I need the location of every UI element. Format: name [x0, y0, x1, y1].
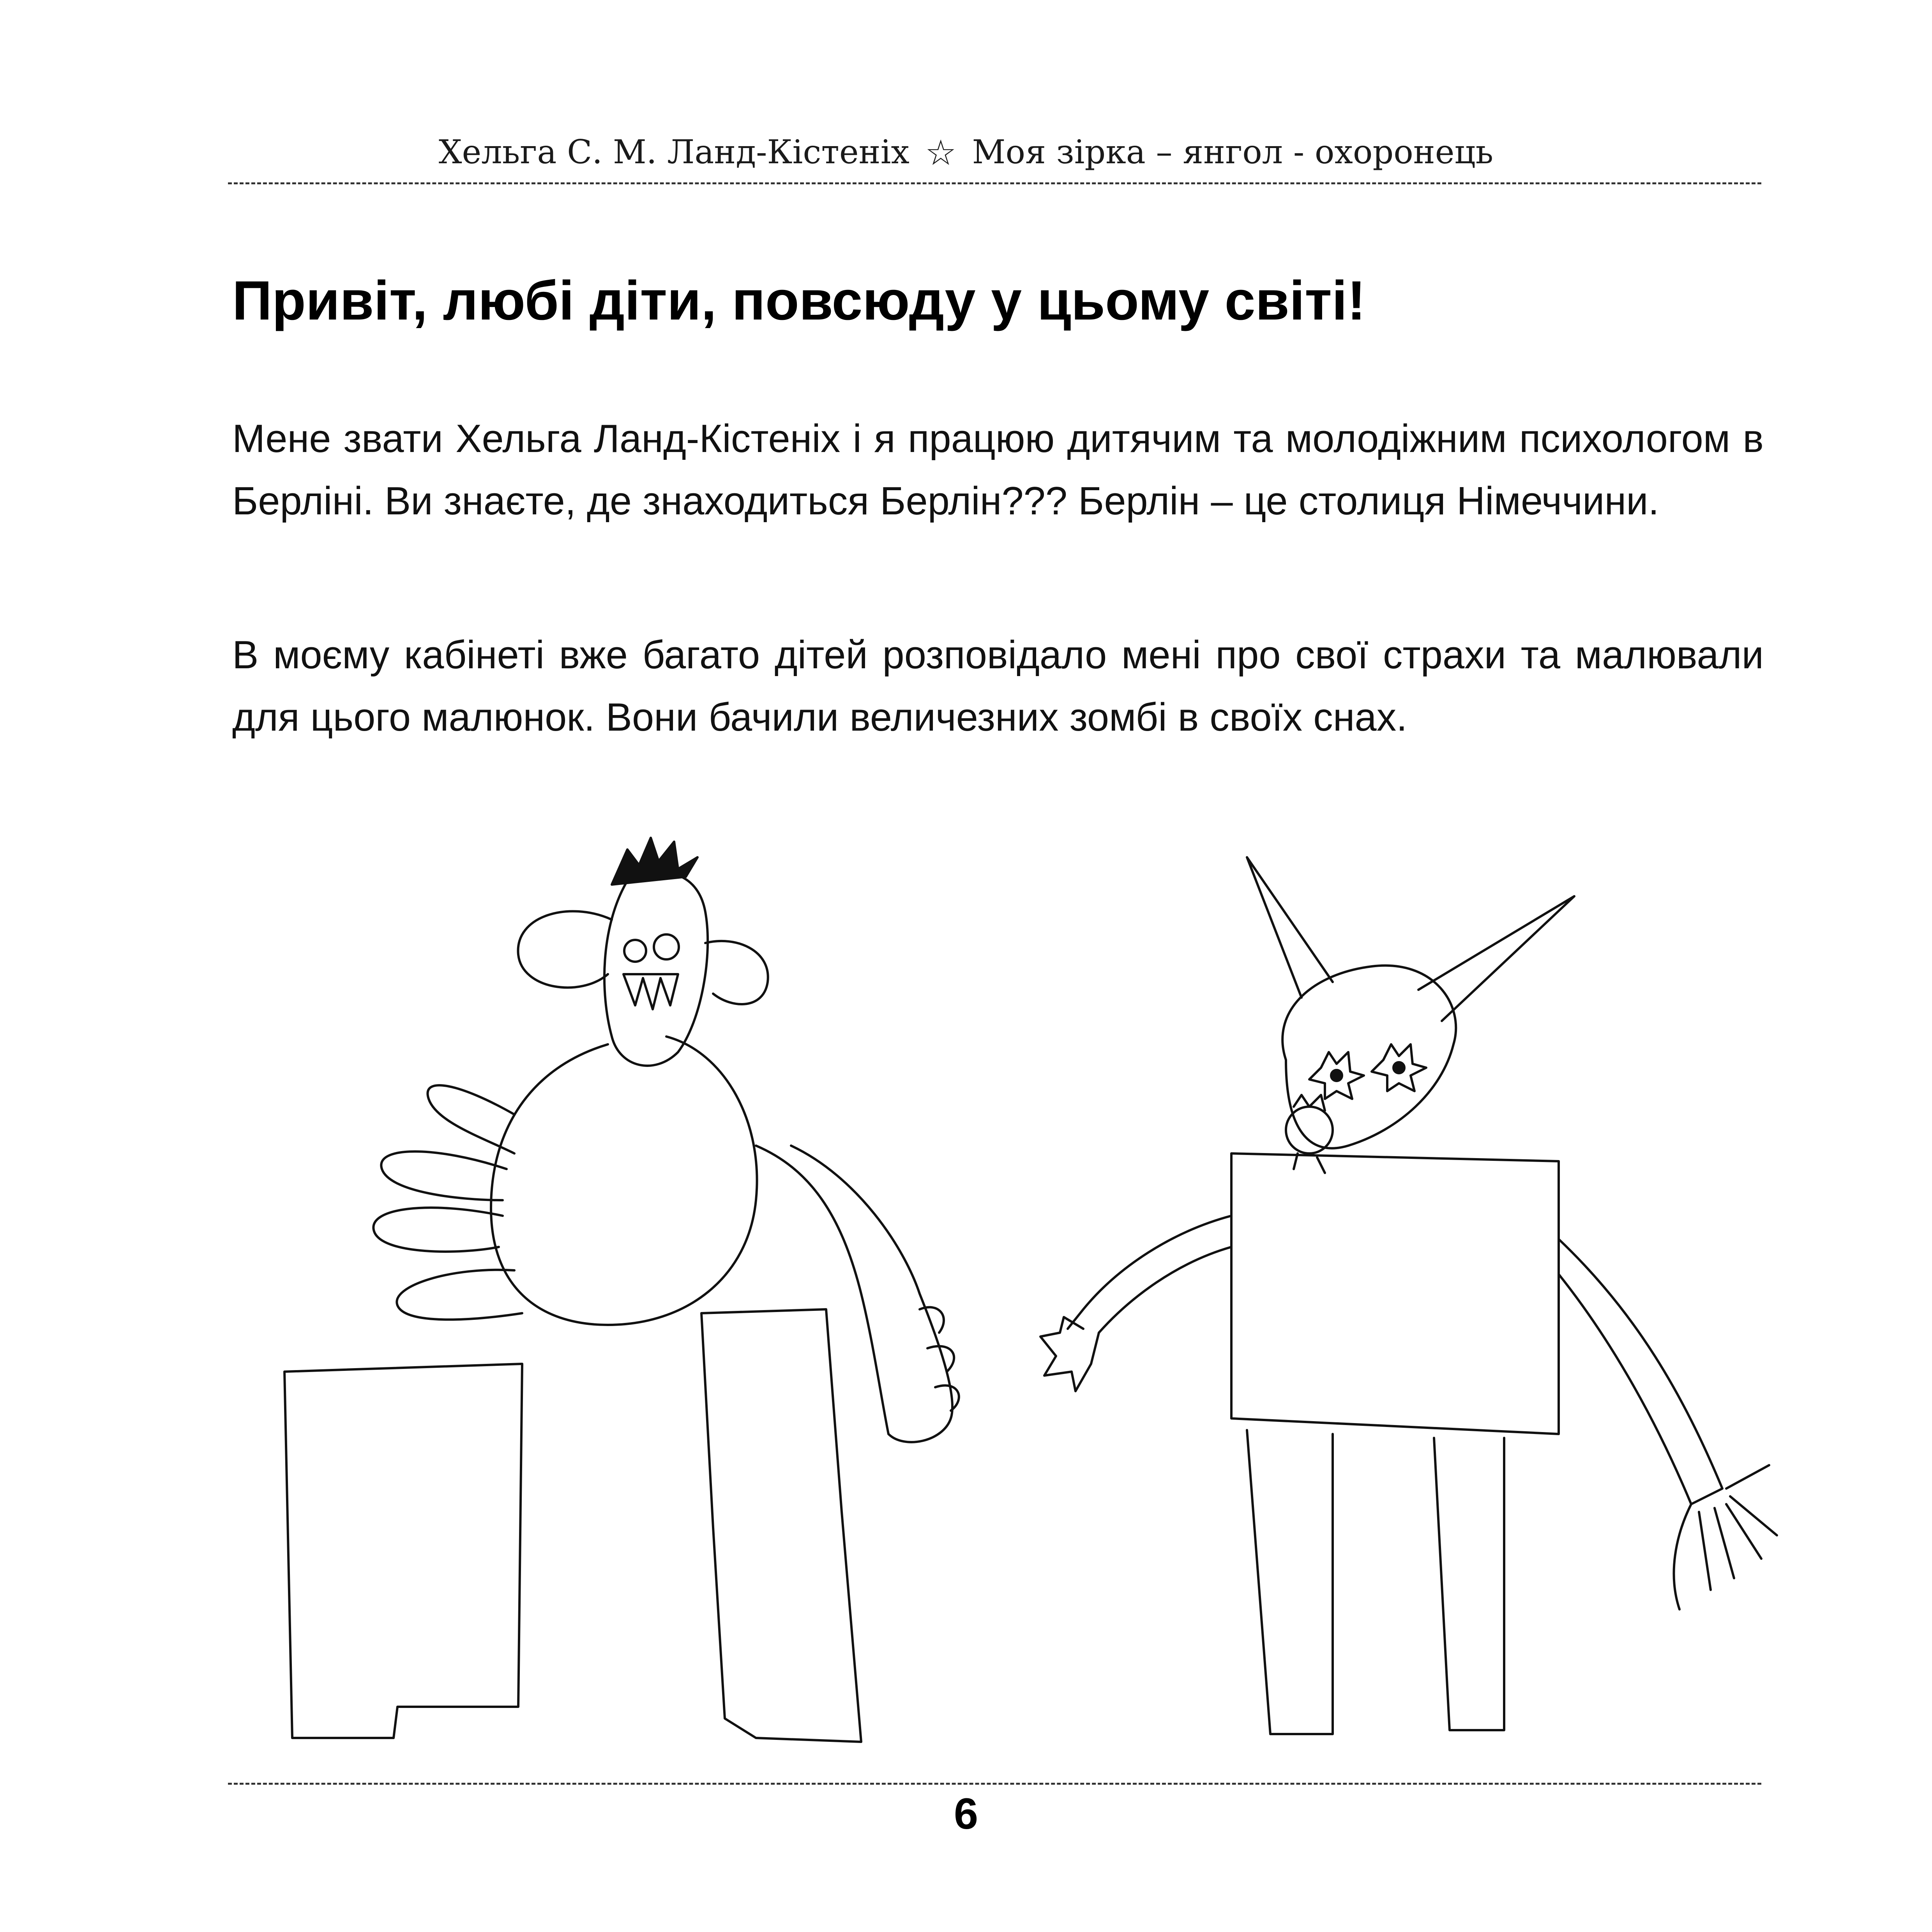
- page-number: 6: [954, 1789, 978, 1838]
- monster-drawing-right: [1040, 857, 1777, 1734]
- zombie-right-fingers: [920, 1307, 959, 1411]
- monster-left-arm: [1068, 1216, 1231, 1333]
- monster-leg-right: [1434, 1438, 1504, 1730]
- zombie-eye-left: [624, 940, 646, 962]
- paragraph-intro: Мене звати Хельга Ланд-Кістеніх і я працюю дитячим та молодіжним психологом в Берліні. Ви знаєте, де знаходиться Берлін??? Берлін – це столиця Німеччини.: [232, 417, 1764, 523]
- monster-body: [1231, 1153, 1559, 1434]
- monster-leg-left: [1247, 1430, 1333, 1734]
- zombie-ear-left: [518, 911, 612, 987]
- monster-right-claws: [1674, 1465, 1777, 1609]
- zombie-eye-right: [654, 934, 679, 959]
- zombie-ear-right: [705, 941, 768, 1004]
- child-drawing-illustration: [218, 826, 1855, 1769]
- zombie-right-arm: [756, 1146, 952, 1442]
- monster-horn-right: [1418, 896, 1574, 1021]
- star-outline-icon: ☆: [925, 132, 957, 173]
- header-book-title: Моя зірка – янгол - охоронець: [972, 133, 1494, 171]
- monster-mouth-spikes: [1294, 1095, 1325, 1173]
- footer-divider: [228, 1783, 1761, 1785]
- zombie-body: [491, 1037, 757, 1325]
- header-author: Хельга С. М. Ланд-Кістеніх: [438, 133, 909, 171]
- page-heading: Привіт, любі діти, повсюду у цьому світі!: [232, 270, 1366, 332]
- zombie-drawing-left: [284, 838, 959, 1742]
- monster-head: [1282, 966, 1456, 1148]
- paragraph-drawings: В моєму кабінеті вже багато дітей розповідало мені про свої страхи та малювали для цього малюнок. Вони бачили величезних зомбі в своїх снах.: [232, 633, 1764, 739]
- zombie-head: [604, 872, 708, 1066]
- monster-pupil-right: [1393, 1062, 1404, 1073]
- header-divider: [228, 182, 1761, 184]
- zombie-left-hand: [373, 1085, 522, 1319]
- monster-horn-left: [1247, 857, 1333, 998]
- monster-right-arm: [1559, 1239, 1722, 1504]
- zombie-left-leg: [284, 1364, 522, 1738]
- monster-pupil-left: [1331, 1070, 1342, 1081]
- running-header: [0, 132, 1932, 173]
- monster-mouth: [1286, 1107, 1333, 1153]
- zombie-teeth: [623, 974, 678, 1009]
- zombie-right-leg: [701, 1309, 861, 1742]
